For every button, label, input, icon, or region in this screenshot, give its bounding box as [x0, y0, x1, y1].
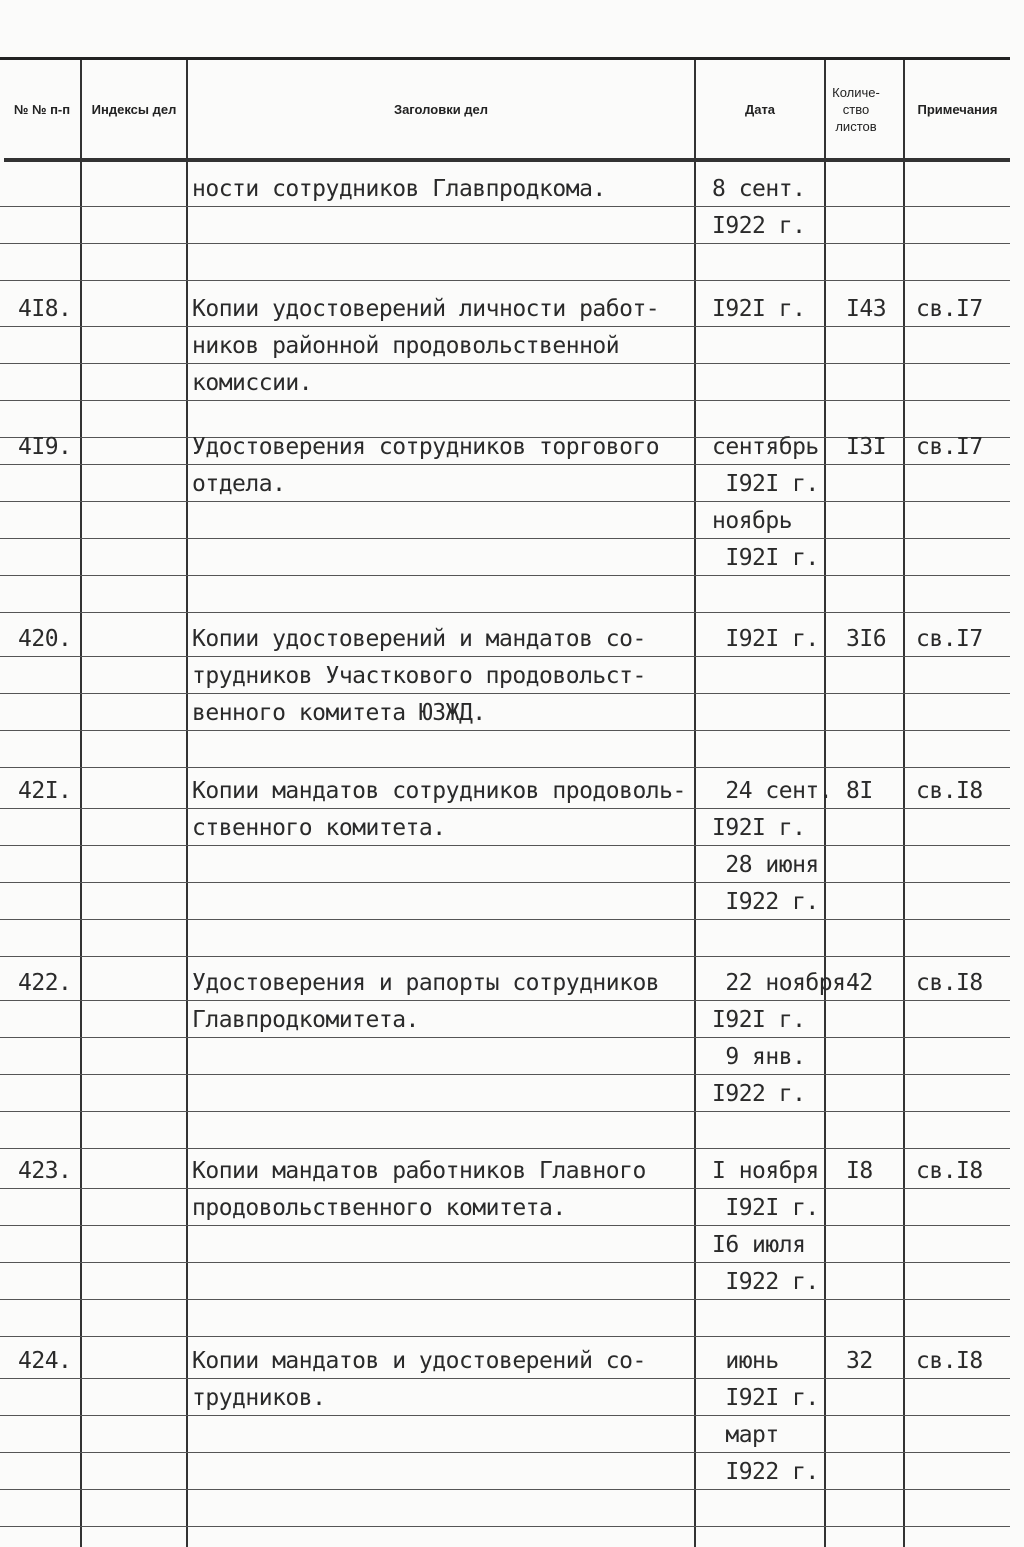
entry-date-line: март [712, 1422, 779, 1448]
header-index: Индексы дел [91, 101, 177, 117]
ruled-line [0, 657, 1010, 694]
entry-date-line: I922 г. [712, 1081, 806, 1107]
entry-title-line: ников районной продовольственной [192, 333, 620, 359]
ruled-line [0, 244, 1010, 281]
ruled-line [0, 1453, 1010, 1490]
entry-number: 4I8. [18, 296, 72, 322]
sheet-count: I43 [846, 296, 887, 322]
entry-note: св.I7 [916, 626, 983, 652]
ruled-line [0, 1342, 1010, 1379]
ruled-line [0, 1263, 1010, 1300]
ruled-line [0, 364, 1010, 401]
ruled-line [0, 731, 1010, 768]
inventory-entry [0, 620, 1010, 768]
entry-title-line: венного комитета ЮЗЖД. [192, 700, 486, 726]
ruled-line [0, 694, 1010, 731]
ruled-line [0, 1112, 1010, 1149]
entry-number: 422. [18, 970, 72, 996]
entry-date-line: 28 июня [712, 852, 819, 878]
ruled-line [0, 290, 1010, 327]
entry-number: 423. [18, 1158, 72, 1184]
entry-date-line: июнь [712, 1348, 779, 1374]
header-date: Дата [744, 101, 776, 117]
inventory-entry [0, 170, 1010, 281]
entry-title-line: комиссии. [192, 370, 313, 396]
entry-date-line: I92I г. [712, 815, 806, 841]
ruled-line [0, 170, 1010, 207]
entry-title-line: трудников Участкового продовольст- [192, 663, 646, 689]
sheet-count: I3I [846, 434, 887, 460]
entry-date-line: I92I г. [712, 626, 819, 652]
ruled-line [0, 1075, 1010, 1112]
ruled-line [0, 327, 1010, 364]
inventory-entry [0, 1152, 1010, 1337]
entry-note: св.I8 [916, 1348, 983, 1374]
sheet-count: 32 [846, 1348, 873, 1374]
ruled-line [0, 1300, 1010, 1337]
entry-date-line: I ноября [712, 1158, 819, 1184]
header-title: Заголовки дел [393, 101, 489, 117]
header-num: № № п-п [13, 101, 71, 117]
entry-note: св.I8 [916, 778, 983, 804]
entry-number: 420. [18, 626, 72, 652]
entry-title-line: отдела. [192, 471, 286, 497]
entry-title-line: Удостоверения сотрудников торгового [192, 434, 660, 460]
inventory-entry [0, 290, 1010, 438]
inventory-entry [0, 772, 1010, 957]
entry-note: св.I8 [916, 970, 983, 996]
entry-title-line: Копии мандатов работников Главного [192, 1158, 646, 1184]
ruled-line [0, 809, 1010, 846]
ruled-line [0, 772, 1010, 809]
entry-date-line: 22 ноября [712, 970, 846, 996]
ruled-line [0, 1152, 1010, 1189]
ruled-line [0, 502, 1010, 539]
entry-title-line: Копии удостоверений и мандатов со- [192, 626, 646, 652]
ruled-line [0, 576, 1010, 613]
entry-date-line: сентябрь [712, 434, 819, 460]
ruled-line [0, 846, 1010, 883]
entry-date-line: 24 сент. [712, 778, 833, 804]
ruled-line [0, 465, 1010, 502]
entry-title-line: Копии мандатов и удостоверений со- [192, 1348, 646, 1374]
entry-note: св.I7 [916, 434, 983, 460]
ruled-line [0, 1379, 1010, 1416]
ruled-line [0, 1416, 1010, 1453]
entry-date-line: I92I г. [712, 1195, 819, 1221]
entry-date-line: I92I г. [712, 471, 819, 497]
entry-title-line: ности сотрудников Главпродкома. [192, 176, 606, 202]
sheet-count: 3I6 [846, 626, 887, 652]
entry-number: 4I9. [18, 434, 72, 460]
entry-date-line: I92I г. [712, 296, 806, 322]
header-count: Количе- ство листов [832, 84, 880, 134]
entry-date-line: I922 г. [712, 1269, 819, 1295]
entry-title-line: Главпродкомитета. [192, 1007, 419, 1033]
entry-date-line: I922 г. [712, 1459, 819, 1485]
entry-date-line: I92I г. [712, 545, 819, 571]
entry-title-line: продовольственного комитета. [192, 1195, 566, 1221]
inventory-entry [0, 428, 1010, 613]
entry-date-line: I92I г. [712, 1385, 819, 1411]
entry-title-line: Копии мандатов сотрудников продоволь- [192, 778, 686, 804]
ruled-line [0, 1038, 1010, 1075]
entry-date-line: 9 янв. [712, 1044, 806, 1070]
sheet-count: I8 [846, 1158, 873, 1184]
entry-title-line: Копии удостоверений личности работ- [192, 296, 660, 322]
entry-title-line: трудников. [192, 1385, 326, 1411]
entry-title-line: Удостоверения и рапорты сотрудников [192, 970, 660, 996]
ruled-line [0, 1189, 1010, 1226]
entry-date-line: I922 г. [712, 213, 806, 239]
header-notes: Примечания [917, 101, 998, 117]
ruled-line [0, 620, 1010, 657]
ruled-line [0, 1490, 1010, 1527]
entry-number: 42I. [18, 778, 72, 804]
ruled-line [0, 428, 1010, 465]
entry-number: 424. [18, 1348, 72, 1374]
ruled-line [0, 1001, 1010, 1038]
entry-date-line: 8 сент. [712, 176, 806, 202]
inventory-entry [0, 1342, 1010, 1527]
entry-date-line: I922 г. [712, 889, 819, 915]
entry-date-line: I6 июля [712, 1232, 806, 1258]
entry-title-line: ственного комитета. [192, 815, 446, 841]
entry-date-line: I92I г. [712, 1007, 806, 1033]
sheet-count: 8I [846, 778, 873, 804]
ruled-line [0, 207, 1010, 244]
header-rule [4, 158, 1010, 162]
ruled-line [0, 883, 1010, 920]
inventory-entry [0, 964, 1010, 1149]
ruled-line [0, 539, 1010, 576]
ruled-line [0, 920, 1010, 957]
ruled-line [0, 1226, 1010, 1263]
entry-note: св.I8 [916, 1158, 983, 1184]
sheet-count: 42 [846, 970, 873, 996]
entry-date-line: ноябрь [712, 508, 793, 534]
entry-note: св.I7 [916, 296, 983, 322]
ruled-line [0, 964, 1010, 1001]
